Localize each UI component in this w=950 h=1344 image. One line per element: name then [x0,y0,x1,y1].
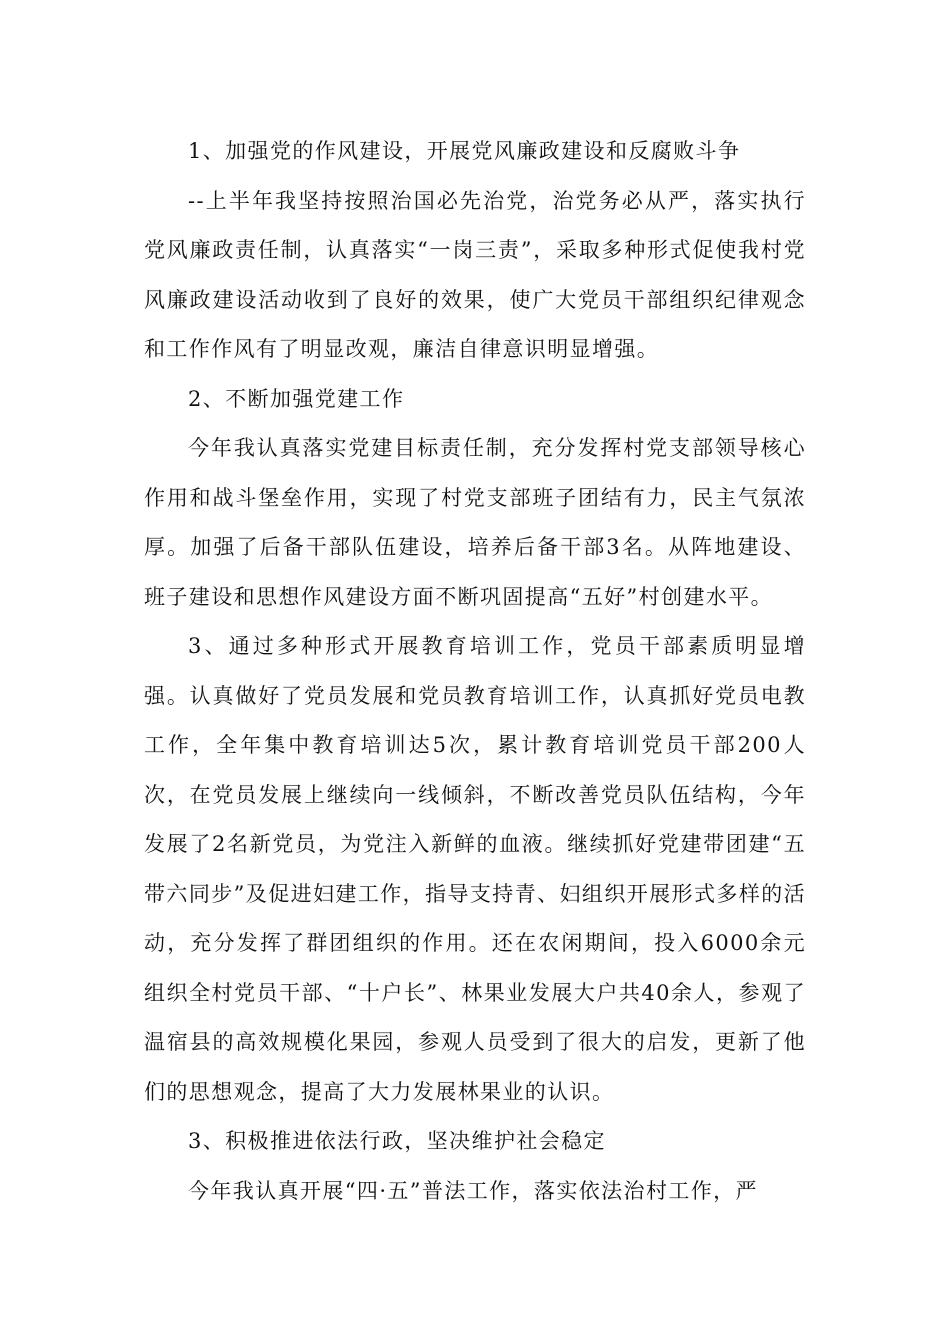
paragraph-anti-corruption: --上半年我坚持按照治国必先治党，治党务必从严，落实执行党风廉政责任制，认真落实“一岗三责”，采取多种形式促使我村党风廉政建设活动收到了良好的效果，使广大党员干部组织纪律观念和工作作风有了明显改观，廉洁自律意识明显增强。 [144,188,806,361]
heading-party-style: 1、加强党的作风建设，开展党风廉政建设和反腐败斗争 [188,139,741,163]
heading-party-building: 2、不断加强党建工作 [188,386,405,411]
paragraph-education-training: 3、通过多种形式开展教育培训工作，党员干部素质明显增强。认真做好了党员发展和党员教育培训工作，认真抓好党员电教工作，全年集中教育培训达5次，累计教育培训党员干部200人次，在党员发展上继续向一线倾斜，不断改善党员队伍结构，今年发展了2名新党员，为党注入新鲜的血液。继续抓好党建带团建“五带六同步”及促进妇建工作，指导支持青、妇组织开展形式多样的活动，充分发挥了群团组织的作用。还在农闲期间，投入6000余元组织全村党员干部、“十户长”、林果业发展大户共40余人，参观了温宿县的高效规模化果园，参观人员受到了很大的启发，更新了他们的思想观念，提高了大力发展林果业的认识。 [144,634,806,1104]
document-body [144,127,806,1216]
paragraph-party-building: 今年我认真落实党建目标责任制，充分发挥村党支部领导核心作用和战斗堡垒作用，实现了村党支部班子团结有力，民主气氛浓厚。加强了后备干部队伍建设，培养后备干部3名。从阵地建设、班子建设和思想作风建设方面不断巩固提高“五好”村创建水平。 [144,436,806,609]
paragraph-rule-of-law: 今年我认真开展“四·五”普法工作，落实依法治村工作，严 [188,1178,758,1203]
heading-rule-of-law: 3、积极推进依法行政，坚决维护社会稳定 [188,1129,606,1153]
